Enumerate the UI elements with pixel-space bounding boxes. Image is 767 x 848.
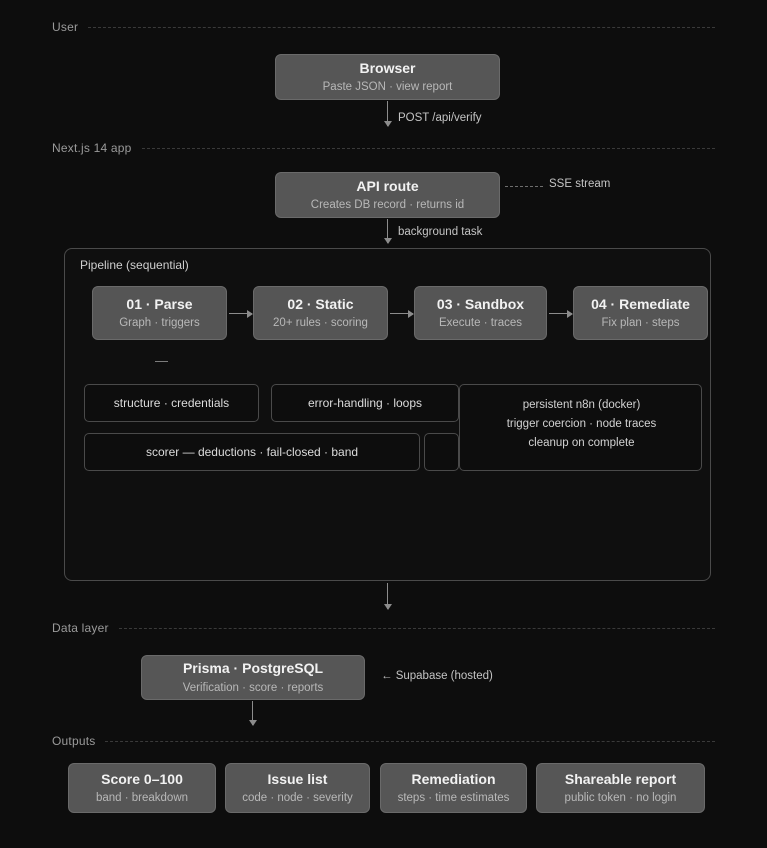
node-database[interactable] (141, 655, 365, 700)
output-card-issue-list[interactable] (225, 763, 370, 813)
output-card-shareable-report[interactable] (536, 763, 705, 813)
output-card-issue-list-title: Issue list (267, 770, 328, 787)
output-card-remediation[interactable] (380, 763, 527, 813)
pipeline-title: Pipeline (sequential) (80, 258, 189, 272)
edge-label-supabase: ← Supabase (hosted) (381, 670, 493, 682)
pipeline-stage-sandbox[interactable] (414, 286, 547, 340)
output-card-issue-list-subtitle: code · node · severity (242, 792, 353, 805)
output-card-shareable-report-subtitle: public token · no login (564, 792, 677, 805)
band-outputs (52, 734, 715, 748)
band-outputs-rule (105, 741, 715, 742)
pipeline-stage-parse[interactable] (92, 286, 227, 340)
node-browser-title: Browser (359, 59, 416, 76)
arrow-api-to-pipeline (387, 219, 388, 243)
pipeline-stage-sandbox-title: 03 · Sandbox (436, 295, 525, 312)
sandbox-note-coercion: trigger coercion · node traces (506, 418, 657, 430)
output-card-score-title: Score 0–100 (101, 770, 183, 787)
output-card-remediation-subtitle: steps · time estimates (397, 792, 510, 805)
band-app-label: Next.js 14 app (52, 141, 132, 155)
sandbox-notes-panel (459, 384, 702, 471)
pipeline-stage-parse-title: 01 · Parse (126, 295, 193, 312)
pipeline-stage-static-title: 02 · Static (287, 295, 354, 312)
detail-box-error-handling: error-handling · loops (271, 384, 459, 422)
band-app-rule (142, 148, 715, 149)
arrow-browser-to-api (387, 101, 388, 126)
output-card-remediation-title: Remediation (411, 770, 496, 787)
output-card-shareable-report-title: Shareable report (564, 770, 677, 787)
pipeline-stage-parse-subtitle: Graph · triggers (119, 317, 200, 330)
edge-label-post-verify: POST /api/verify (398, 112, 482, 124)
arrow-parse-to-static (229, 313, 252, 314)
arrow-db-to-outputs (252, 701, 253, 725)
connector-sse (505, 186, 543, 187)
edge-label-background-task: background task (398, 226, 483, 238)
sandbox-note-cleanup: cleanup on complete (528, 437, 635, 449)
pipeline-dash-mark: — (155, 353, 168, 368)
band-app (52, 141, 715, 155)
band-data-label: Data layer (52, 621, 109, 635)
pipeline-stage-sandbox-subtitle: Execute · traces (438, 317, 523, 330)
detail-box-structure: structure · credentials (84, 384, 259, 422)
band-outputs-label: Outputs (52, 734, 96, 748)
node-database-title: Prisma · PostgreSQL (182, 660, 324, 677)
arrow-pipeline-to-data (387, 583, 388, 609)
output-card-score[interactable] (68, 763, 216, 813)
arrow-static-to-sandbox (390, 313, 413, 314)
node-database-subtitle: Verification · score · reports (182, 681, 324, 694)
edge-label-sse-stream: SSE stream (549, 178, 611, 190)
node-api-route[interactable] (275, 172, 500, 218)
pipeline-stage-remediate-subtitle: Fix plan · steps (601, 317, 680, 330)
node-browser-subtitle: Paste JSON · view report (322, 81, 453, 94)
band-user-label: User (52, 20, 79, 34)
node-api-route-title: API route (356, 177, 419, 194)
node-api-route-subtitle: Creates DB record · returns id (310, 199, 465, 212)
pipeline-stage-remediate-title: 04 · Remediate (591, 295, 690, 312)
node-browser[interactable] (275, 54, 500, 100)
detail-box-spacer (424, 433, 459, 471)
pipeline-stage-static-subtitle: 20+ rules · scoring (273, 317, 368, 330)
arrow-sandbox-to-remediate (549, 313, 572, 314)
band-data (52, 621, 715, 635)
band-user-rule (88, 27, 715, 28)
band-data-rule (119, 628, 715, 629)
pipeline-stage-static[interactable] (253, 286, 388, 340)
detail-box-scorer: scorer — deductions · fail-closed · band (84, 433, 420, 471)
sandbox-note-docker: persistent n8n (docker) (522, 399, 641, 411)
band-user (52, 20, 715, 34)
pipeline-stage-remediate[interactable] (573, 286, 708, 340)
output-card-score-subtitle: band · breakdown (95, 792, 189, 805)
